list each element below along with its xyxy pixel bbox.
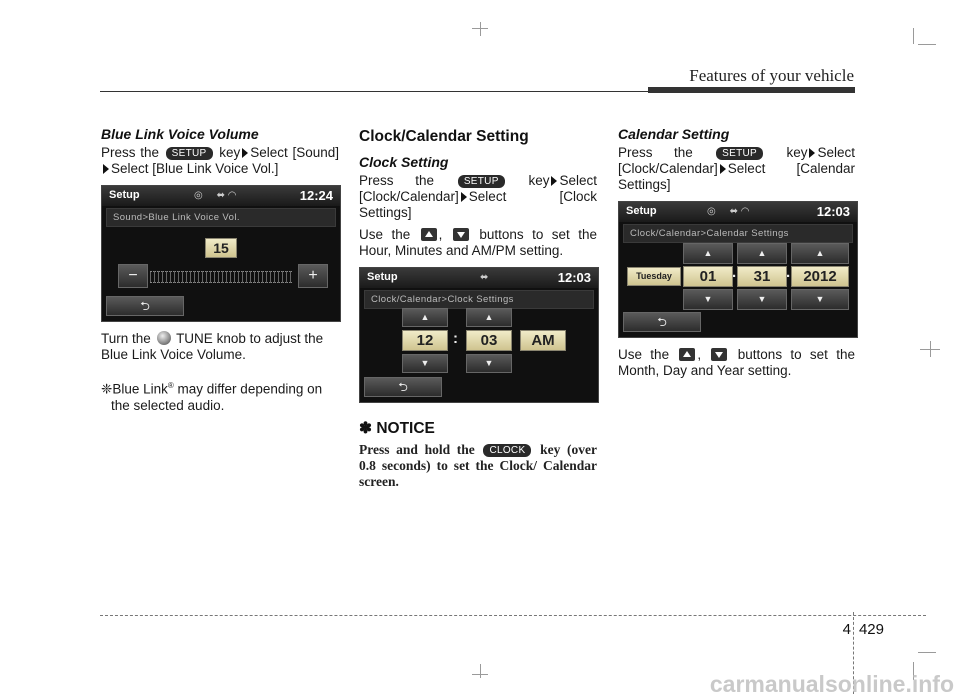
column-calendar bbox=[618, 126, 855, 379]
column-clock bbox=[359, 128, 597, 490]
screen-title: Setup bbox=[367, 271, 398, 283]
page-number-value: 429 bbox=[858, 621, 884, 638]
note-mark: ❈ bbox=[101, 381, 113, 397]
minute-down-button[interactable]: ▼ bbox=[466, 354, 512, 373]
setup-key-badge: SETUP bbox=[458, 175, 505, 188]
page-number bbox=[843, 621, 884, 638]
status-icons: ⬌ bbox=[480, 272, 489, 283]
setup-key-badge: SETUP bbox=[716, 147, 763, 160]
instruction-paragraph: Press the SETUP key Select [Clock/Calendar] Select [Clock Settings] bbox=[359, 173, 597, 220]
chapter-number: 4 bbox=[842, 621, 851, 638]
down-arrow-icon bbox=[453, 228, 469, 241]
notice-mark: ✽ bbox=[359, 420, 372, 437]
screen-calendar-settings bbox=[618, 201, 858, 338]
heading-blue-link-voice-volume: Blue Link Voice Volume bbox=[101, 126, 259, 142]
crop-mark bbox=[472, 674, 488, 675]
day-down-button[interactable]: ▼ bbox=[737, 289, 787, 310]
screen-title-bar bbox=[102, 186, 340, 206]
back-button[interactable]: ⮌ bbox=[364, 377, 442, 397]
watermark: carmanualsonline.info bbox=[709, 671, 954, 697]
column-blue-link bbox=[101, 126, 339, 414]
instruction-paragraph: Press the SETUP key Select [Sound]Select [Blue Link Voice Vol.] bbox=[101, 145, 339, 176]
crop-mark bbox=[918, 652, 936, 653]
weekday-value: Tuesday bbox=[627, 267, 681, 286]
crop-mark bbox=[480, 664, 481, 678]
back-button[interactable]: ⮌ bbox=[106, 296, 184, 316]
tune-paragraph: Turn the TUNE knob to adjust the Blue Link Voice Volume. bbox=[101, 331, 324, 362]
heading-clock-setting: Clock Setting bbox=[359, 154, 449, 170]
buttons-paragraph: Use the , buttons to set the Month, Day and Year setting. bbox=[618, 347, 855, 378]
footer-rule bbox=[100, 615, 926, 616]
arrow-right-icon bbox=[103, 164, 109, 174]
buttons-paragraph: Use the , buttons to set the Hour, Minutes and AM/PM setting. bbox=[359, 227, 597, 258]
header-bar bbox=[648, 87, 855, 93]
year-value[interactable]: 2012 bbox=[791, 266, 849, 287]
running-header: Features of your vehicle bbox=[689, 66, 854, 85]
day-value[interactable]: 31 bbox=[737, 266, 787, 287]
minute-up-button[interactable]: ▲ bbox=[466, 308, 512, 327]
volume-plus-button[interactable]: + bbox=[298, 264, 328, 288]
arrow-right-icon bbox=[720, 164, 726, 174]
back-button[interactable]: ⮌ bbox=[623, 312, 701, 332]
screen-breadcrumb: Clock/Calendar>Calendar Settings bbox=[623, 224, 853, 243]
clock-key-badge: CLOCK bbox=[483, 444, 531, 457]
up-arrow-icon bbox=[679, 348, 695, 361]
crop-mark bbox=[472, 28, 488, 29]
month-up-button[interactable]: ▲ bbox=[683, 243, 733, 264]
crop-mark bbox=[480, 22, 481, 36]
down-arrow-icon bbox=[711, 348, 727, 361]
heading-calendar-setting: Calendar Setting bbox=[618, 126, 730, 142]
day-up-button[interactable]: ▲ bbox=[737, 243, 787, 264]
minute-value[interactable]: 03 bbox=[466, 330, 512, 351]
screen-title: Setup bbox=[109, 189, 140, 201]
header-rule bbox=[100, 91, 648, 92]
arrow-right-icon bbox=[242, 148, 248, 158]
setup-key-badge: SETUP bbox=[166, 147, 213, 160]
volume-minus-button[interactable]: − bbox=[118, 264, 148, 288]
status-icons: ◎ ⬌ ◠ bbox=[194, 190, 237, 201]
month-down-button[interactable]: ▼ bbox=[683, 289, 733, 310]
status-icons: ◎ ⬌ ◠ bbox=[707, 206, 750, 217]
screen-blue-link-volume bbox=[101, 185, 341, 322]
screen-clock: 12:03 bbox=[816, 204, 850, 219]
screen-breadcrumb: Sound>Blue Link Voice Vol. bbox=[106, 208, 336, 227]
notice-heading: ✽ NOTICE bbox=[359, 420, 435, 437]
blue-link-note: ❈Blue Link® may differ depending on the selected audio. bbox=[101, 381, 323, 413]
screen-title-bar bbox=[360, 268, 598, 288]
tune-knob-icon bbox=[157, 331, 171, 345]
crop-mark bbox=[918, 44, 936, 45]
year-up-button[interactable]: ▲ bbox=[791, 243, 849, 264]
crop-mark bbox=[913, 28, 914, 44]
section-title: Clock/Calendar Setting bbox=[359, 128, 529, 145]
screen-clock-settings bbox=[359, 267, 599, 403]
screen-clock: 12:03 bbox=[557, 270, 591, 285]
instruction-paragraph: Press the SETUP key Select [Clock/Calendar] Select [Calendar Settings] bbox=[618, 145, 855, 192]
screen-title-bar bbox=[619, 202, 857, 222]
volume-slider[interactable] bbox=[150, 271, 292, 283]
month-value[interactable]: 01 bbox=[683, 266, 733, 287]
year-down-button[interactable]: ▼ bbox=[791, 289, 849, 310]
ampm-value[interactable]: AM bbox=[520, 330, 566, 351]
crop-mark bbox=[920, 349, 940, 350]
arrow-right-icon bbox=[551, 176, 557, 186]
notice-text: Press and hold the CLOCK key (over 0.8 seconds) to set the Clock/ Calendar screen. bbox=[359, 442, 597, 489]
arrow-right-icon bbox=[809, 148, 815, 158]
screen-breadcrumb: Clock/Calendar>Clock Settings bbox=[364, 290, 594, 309]
time-colon: : bbox=[453, 330, 458, 347]
screen-title: Setup bbox=[626, 205, 657, 217]
up-arrow-icon bbox=[421, 228, 437, 241]
arrow-right-icon bbox=[461, 192, 467, 202]
screen-clock: 12:24 bbox=[299, 188, 333, 203]
date-dot: . bbox=[786, 264, 791, 281]
hour-value[interactable]: 12 bbox=[402, 330, 448, 351]
volume-value: 15 bbox=[205, 238, 237, 258]
hour-up-button[interactable]: ▲ bbox=[402, 308, 448, 327]
hour-down-button[interactable]: ▼ bbox=[402, 354, 448, 373]
date-dot: . bbox=[732, 264, 737, 281]
